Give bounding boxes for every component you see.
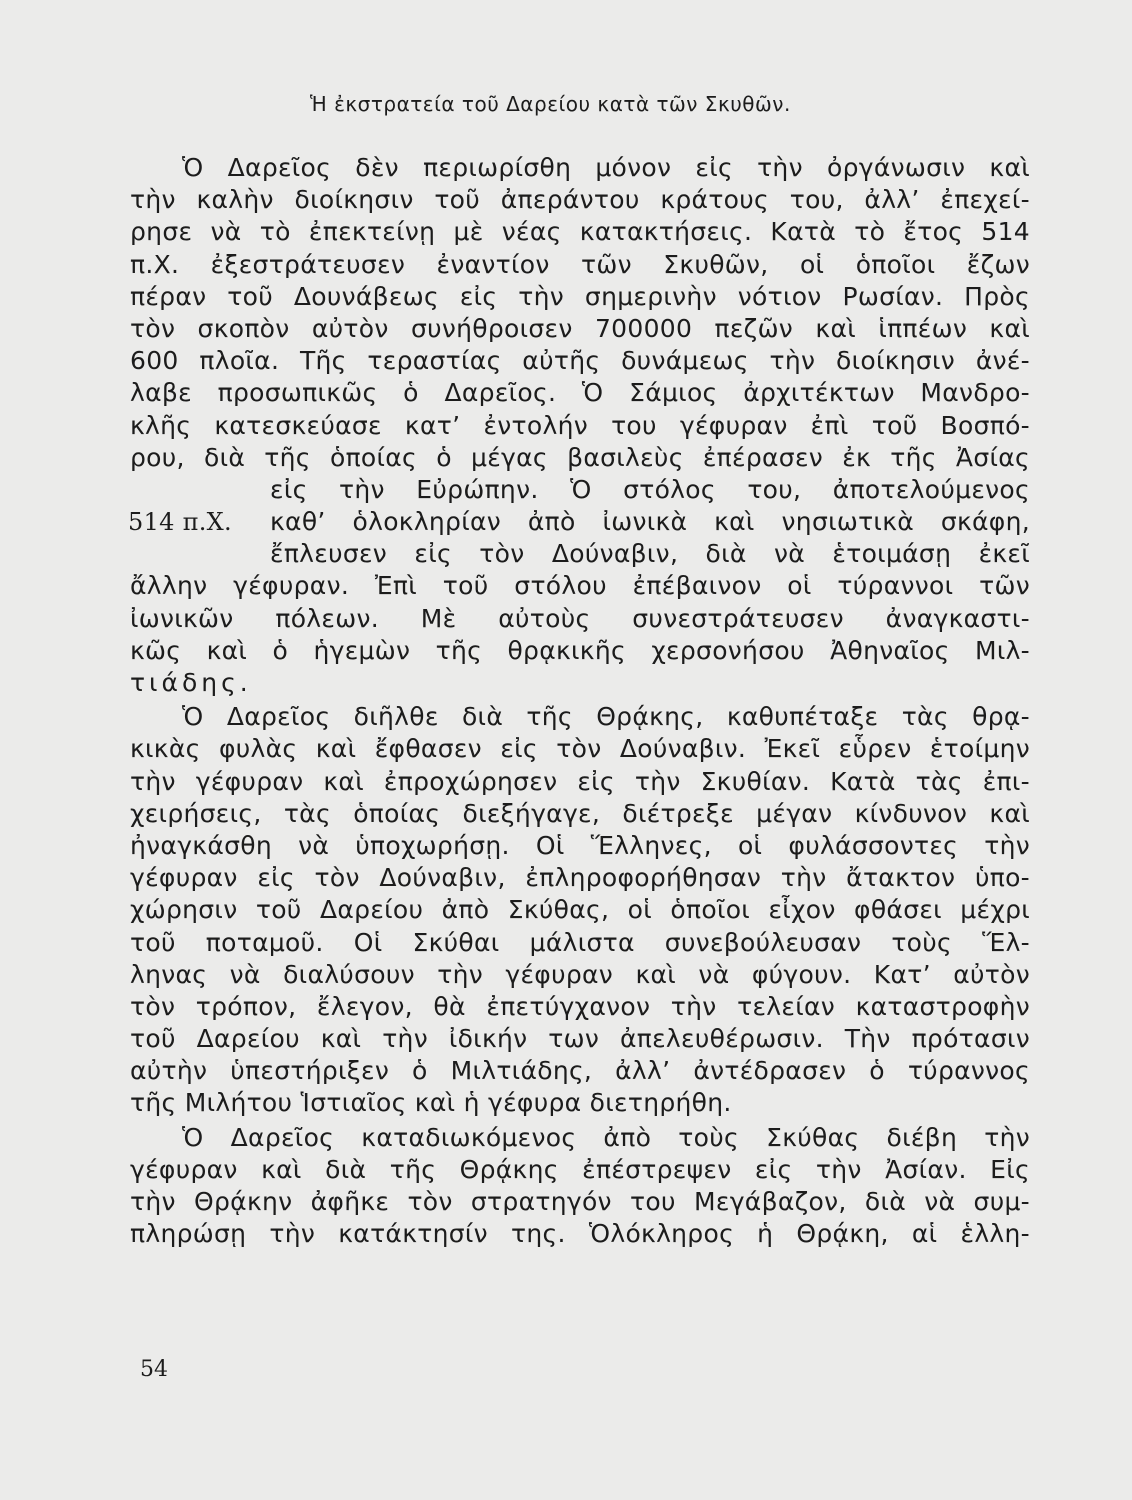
- text-line: γέφυραν καὶ διὰ τῆς Θρᾴκης ἐπέστρεψεν εἰς τὴν Ἀσίαν. Εἰς: [130, 1154, 1030, 1184]
- text-line-with-margin-note: [130, 506, 1030, 538]
- text-line: 600 πλοῖα. Τῆς τεραστίας αὐτῆς δυνάμεως τὴν διοίκησιν ἀνέ-: [130, 346, 1030, 376]
- body-text: [130, 152, 1030, 1250]
- text-line: τὴν γέφυραν καὶ ἐπροχώρησεν εἰς τὴν Σκυθίαν. Κατὰ τὰς ἐπι-: [130, 766, 1030, 796]
- text-line: χώρησιν τοῦ Δαρείου ἀπὸ Σκύθας, οἱ ὁποῖοι εἶχον φθάσει μέχρι: [130, 895, 1030, 925]
- text-line: ρησε νὰ τὸ ἐπεκτείνῃ μὲ νέας κατακτήσεις. Κατὰ τὸ ἔτος 514: [130, 217, 1030, 247]
- text-line: Ὁ Δαρεῖος δὲν περιωρίσθη μόνον εἰς τὴν ὀργάνωσιν καὶ: [182, 153, 1030, 182]
- text-line: τὴν καλὴν διοίκησιν τοῦ ἀπεράντου κράτους του, ἀλλ’ ἐπεχεί-: [130, 185, 1030, 215]
- text-line: ληνας νὰ διαλύσουν τὴν γέφυραν καὶ νὰ φύγουν. Κατ’ αὐτὸν: [130, 959, 1030, 989]
- text-line: κῶς καὶ ὁ ἡγεμὼν τῆς θρᾳκικῆς χερσονήσου Ἀθηναῖος Μιλ-: [130, 635, 1030, 665]
- margin-note: 514 π.Χ.: [128, 508, 232, 537]
- text-line: τὸν τρόπον, ἔλεγον, θὰ ἐπετύγχανον τὴν τελείαν καταστροφὴν: [130, 991, 1030, 1021]
- text-line: χειρήσεις, τὰς ὁποίας διεξήγαγε, διέτρεξε μέγαν κίνδυνον καὶ: [130, 798, 1030, 828]
- text-line: τιάδης.: [130, 668, 252, 697]
- text-line: κλῆς κατεσκεύασε κατ’ ἐντολήν του γέφυραν ἐπὶ τοῦ Βοσπό-: [130, 410, 1030, 440]
- text-line: ἰωνικῶν πόλεων. Μὲ αὐτοὺς συνεστράτευσεν ἀναγκαστι-: [130, 603, 1030, 633]
- text-line: ἔπλευσεν εἰς τὸν Δούναβιν, διὰ νὰ ἑτοιμάσῃ ἐκεῖ: [270, 539, 1030, 569]
- text-line: τῆς Μιλήτου Ἱστιαῖος καὶ ἡ γέφυρα διετηρήθη.: [130, 1088, 732, 1118]
- text-line: τὴν Θρᾴκην ἀφῆκε τὸν στρατηγόν του Μεγάβαζον, διὰ νὰ συμ-: [130, 1187, 1030, 1216]
- text-line: κικὰς φυλὰς καὶ ἔφθασεν εἰς τὸν Δούναβιν. Ἐκεῖ εὗρεν ἑτοίμην: [130, 734, 1030, 764]
- text-line: πληρώσῃ τὴν κατάκτησίν της. Ὁλόκληρος ἡ Θρᾴκη, αἱ ἑλλη-: [130, 1219, 1030, 1249]
- text-line: τὸν σκοπὸν αὐτὸν συνήθροισεν 700000 πεζῶν καὶ ἱππέων καὶ: [130, 313, 1030, 343]
- text-line: αὐτὴν ὑπεστήριξεν ὁ Μιλτιάδης, ἀλλ’ ἀντέδρασεν ὁ τύραννος: [130, 1056, 1030, 1086]
- text-line: Ὁ Δαρεῖος διῆλθε διὰ τῆς Θρᾴκης, καθυπέταξε τὰς θρᾳ-: [182, 702, 1030, 732]
- text-line-content: καθ’ ὁλοκληρίαν ἀπὸ ἰωνικὰ καὶ νησιωτικὰ σκάφη,: [270, 507, 1030, 537]
- text-line: τοῦ ποταμοῦ. Οἱ Σκύθαι μάλιστα συνεβούλευσαν τοὺς Ἕλ-: [130, 927, 1030, 957]
- page-number: 54: [140, 1357, 168, 1382]
- text-line: εἰς τὴν Εὐρώπην. Ὁ στόλος του, ἀποτελούμενος: [270, 474, 1030, 504]
- text-line: ἠναγκάσθη νὰ ὑποχωρήσῃ. Οἱ Ἕλληνες, οἱ φυλάσσοντες τὴν: [130, 830, 1030, 860]
- text-line: λαβε προσωπικῶς ὁ Δαρεῖος. Ὁ Σάμιος ἀρχιτέκτων Μανδρο-: [130, 378, 1030, 408]
- text-line: πέραν τοῦ Δουνάβεως εἰς τὴν σημερινὴν νότιον Ρωσίαν. Πρὸς: [130, 281, 1030, 311]
- chapter-heading: Ἡ ἐκστρατεία τοῦ Δαρείου κατὰ τῶν Σκυθῶν.: [310, 92, 791, 116]
- text-line: τοῦ Δαρείου καὶ τὴν ἰδικήν των ἀπελευθέρωσιν. Τὴν πρότασιν: [130, 1024, 1030, 1054]
- text-line: Ὁ Δαρεῖος καταδιωκόμενος ἀπὸ τοὺς Σκύθας διέβη τὴν: [182, 1122, 1030, 1152]
- text-line: γέφυραν εἰς τὸν Δούναβιν, ἐπληροφορήθησαν τὴν ἄτακτον ὑπο-: [130, 863, 1030, 893]
- text-line: ἄλλην γέφυραν. Ἐπὶ τοῦ στόλου ἐπέβαινον οἱ τύραννοι τῶν: [130, 571, 1030, 601]
- text-line: π.Χ. ἐξεστράτευσεν ἐναντίον τῶν Σκυθῶν, οἱ ὁποῖοι ἔζων: [130, 249, 1030, 279]
- text-line: ρου, διὰ τῆς ὁποίας ὁ μέγας βασιλεὺς ἐπέρασεν ἐκ τῆς Ἀσίας: [130, 442, 1030, 472]
